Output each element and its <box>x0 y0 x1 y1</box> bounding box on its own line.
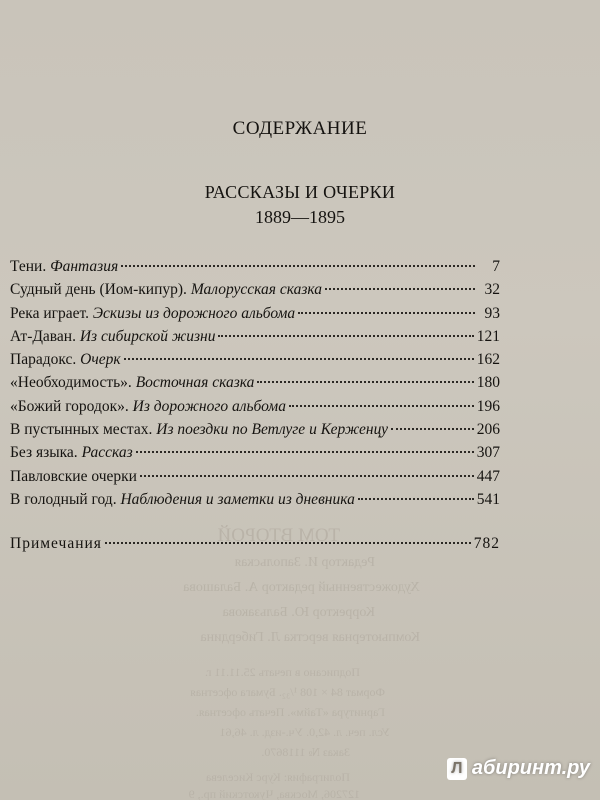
toc-entry <box>10 468 500 491</box>
bleed-line: Усл. печ. л. 42,0. Уч.-изд. л. 46,61 <box>219 725 390 739</box>
page-title: СОДЕРЖАНИЕ <box>232 118 368 139</box>
entry-title: В голодный год. <box>10 490 117 508</box>
logo-text: абиринт.ру <box>471 757 590 779</box>
entry-subtitle: Из поездки по Ветлуге и Керженцу <box>156 421 389 439</box>
dot-leader <box>289 404 474 407</box>
entry-subtitle: Из сибирской жизни <box>79 327 216 345</box>
dot-leader <box>257 380 473 383</box>
entry-title: Ат-Даван. <box>10 327 76 345</box>
entry-subtitle: Из дорожного альбома <box>132 397 286 415</box>
dot-leader <box>121 264 475 267</box>
entry-title: В пустынных местах. <box>10 421 153 439</box>
entry-subtitle: Рассказ <box>81 444 133 462</box>
entry-title: Павловские очерки <box>10 467 137 485</box>
entry-page: 541 <box>476 490 500 508</box>
entry-title: Река играет. <box>10 304 89 322</box>
bleed-line: Заказ № 1118670. <box>261 745 350 759</box>
entry-page: 7 <box>492 258 500 275</box>
dot-leader <box>105 541 471 544</box>
dot-leader <box>124 357 474 360</box>
dot-leader <box>358 497 474 500</box>
bleed-line: Гарнитура «Тайм». Печать офсетная. <box>195 705 385 719</box>
dot-leader <box>136 450 474 453</box>
entry-subtitle: Эскизы из дорожного альбома <box>92 304 296 322</box>
entry-title: «Божий городок». <box>10 397 129 415</box>
bleed-line: 127206, Москва, Чукотский пр., 9 <box>188 787 360 800</box>
entry-page: 196 <box>476 397 500 415</box>
toc-entry <box>10 305 500 328</box>
section-title: РАССКАЗЫ И ОЧЕРКИ <box>204 182 396 202</box>
entry-page: 32 <box>484 281 500 299</box>
bleed-line: Редактор И. Запольская <box>234 555 375 570</box>
bleed-line: ТОМ ВТОРОЙ <box>217 525 340 546</box>
entry-subtitle: Наблюдения и заметки из дневника <box>120 490 355 508</box>
bleed-line: Художественный редактор А. Балашова <box>183 580 420 595</box>
notes-section <box>10 535 500 558</box>
bleed-line: Полиграфия: Курс Киселева <box>205 770 350 784</box>
labirint-logo-icon: Л <box>447 758 467 780</box>
dot-leader <box>325 287 475 290</box>
entry-page: 206 <box>476 421 500 439</box>
table-of-contents <box>10 258 500 514</box>
toc-entry <box>10 398 500 421</box>
entry-subtitle: Малорусская сказка <box>190 281 322 299</box>
watermark-logo <box>447 757 590 780</box>
entry-page: 162 <box>476 351 500 369</box>
entry-subtitle: Фантазия <box>50 258 119 275</box>
entry-page: 180 <box>476 374 500 392</box>
bleed-line: Подписано в печать 25.11.11 г. <box>204 665 360 679</box>
entry-title: Тени. <box>10 258 47 275</box>
dot-leader <box>391 427 474 430</box>
notes-title: Примечания <box>10 535 102 552</box>
dot-leader <box>218 334 473 337</box>
toc-entry <box>10 444 500 467</box>
entry-page: 93 <box>484 304 500 322</box>
entry-subtitle: Восточная сказка <box>135 374 255 392</box>
toc-entry <box>10 281 500 304</box>
entry-page: 307 <box>476 444 500 462</box>
bleed-line: Корректор Ю. Бальзакова <box>222 605 375 620</box>
toc-entry <box>10 491 500 514</box>
entry-title: «Необходимость». <box>10 374 132 392</box>
toc-entry <box>10 328 500 351</box>
toc-entry <box>10 351 500 374</box>
dot-leader <box>140 474 474 477</box>
dot-leader <box>298 311 475 314</box>
entry-page: 447 <box>476 467 500 485</box>
toc-entry-notes <box>10 535 500 558</box>
bleed-line: Компьютерная верстка Л. Гибердина <box>200 630 420 645</box>
notes-page: 782 <box>473 535 500 552</box>
bleed-line: Формат 84 × 108 ¹/₃₂. Бумага офсетная <box>190 685 385 699</box>
toc-entry <box>10 421 500 444</box>
toc-entry <box>10 258 500 281</box>
entry-title: Судный день (Иом-кипур). <box>10 281 187 299</box>
entry-title: Без языка. <box>10 444 78 462</box>
entry-page: 121 <box>476 327 500 345</box>
section-years: 1889—1895 <box>255 207 345 227</box>
entry-subtitle: Очерк <box>80 351 121 369</box>
toc-entry <box>10 374 500 397</box>
entry-title: Парадокс. <box>10 351 77 369</box>
